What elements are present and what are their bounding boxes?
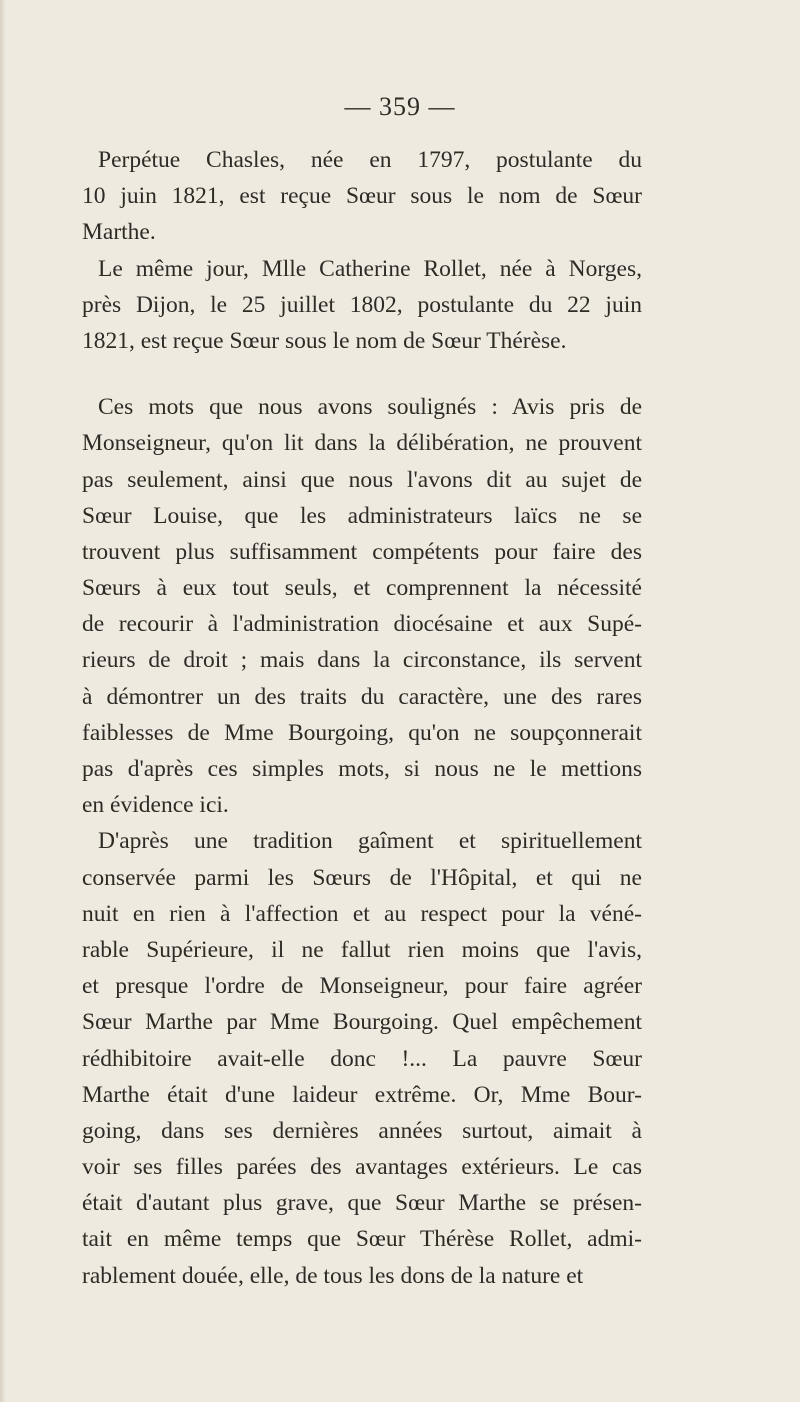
text-line: Sœur Louise, que les administrateurs laïcs ne se: [82, 502, 642, 529]
paragraph: [82, 251, 642, 360]
text-line: nuit en rien à l'affection et au respect pour la véné-: [82, 900, 642, 927]
text-line: Marthe était d'une laideur extrême. Or, Mme Bour-: [82, 1081, 642, 1108]
text-line: voir ses filles parées des avantages extérieurs. Le cas: [82, 1154, 642, 1181]
text-line: pas seulement, ainsi que nous l'avons dit au sujet de: [82, 466, 642, 493]
page-number: — 359 —: [344, 92, 456, 121]
text-line: Le même jour, Mlle Catherine Rollet, née à Norges,: [98, 255, 642, 282]
text-line: en évidence ici.: [82, 792, 229, 819]
text-line: près Dijon, le 25 juillet 1802, postulante du 22 juin: [82, 291, 642, 318]
paragraph: [82, 823, 642, 1293]
paragraph: [82, 142, 642, 251]
text-line: était d'autant plus grave, que Sœur Marthe se présen-: [82, 1190, 642, 1217]
text-line: Ces mots que nous avons soulignés : Avis pris de: [98, 394, 642, 421]
text-line: rable Supérieure, il ne fallut rien moins que l'avis,: [82, 936, 642, 963]
text-line: faiblesses de Mme Bourgoing, qu'on ne soupçonnerait: [82, 719, 642, 746]
text-line: Perpétue Chasles, née en 1797, postulante du: [98, 147, 642, 173]
text-line: going, dans ses dernières années surtout, aimait à: [82, 1117, 642, 1144]
paragraph-gap: [82, 359, 642, 389]
text-line: Sœur Marthe par Mme Bourgoing. Quel empêchement: [82, 1009, 642, 1036]
text-line: trouvent plus suffisamment compétents pour faire des: [82, 538, 642, 565]
text-line: rieurs de droit ; mais dans la circonstance, ils servent: [82, 647, 642, 674]
text-line: rablement douée, elle, de tous les dons de la nature et: [82, 1262, 584, 1289]
text-line: 10 juin 1821, est reçue Sœur sous le nom de Sœur: [82, 183, 642, 210]
text-line: Sœurs à eux tout seuls, et comprennent la nécessité: [82, 575, 642, 602]
text-line: pas d'après ces simples mots, si nous ne le mettions: [82, 756, 642, 782]
text-line: tait en même temps que Sœur Thérèse Rollet, admi-: [82, 1226, 642, 1253]
text-line: Monseigneur, qu'on lit dans la délibération, ne prouvent: [82, 430, 642, 457]
text-line: Marthe.: [82, 219, 156, 246]
text-line: à démontrer un des traits du caractère, une des rares: [82, 683, 642, 710]
text-line: D'après une tradition gaîment et spirituellement: [98, 828, 642, 855]
body-text: [82, 142, 642, 1294]
paragraph: [82, 389, 642, 823]
text-line: et presque l'ordre de Monseigneur, pour faire agréer: [82, 973, 642, 1000]
page-edge-shadow: [0, 0, 6, 1402]
text-line: conservée parmi les Sœurs de l'Hôpital, et qui ne: [82, 864, 642, 891]
text-line: rédhibitoire avait-elle donc !... La pauvre Sœur: [82, 1045, 642, 1072]
text-line: de recourir à l'administration diocésaine et aux Supé-: [82, 611, 642, 638]
text-line: 1821, est reçue Sœur sous le nom de Sœur Thérèse.: [82, 327, 567, 354]
